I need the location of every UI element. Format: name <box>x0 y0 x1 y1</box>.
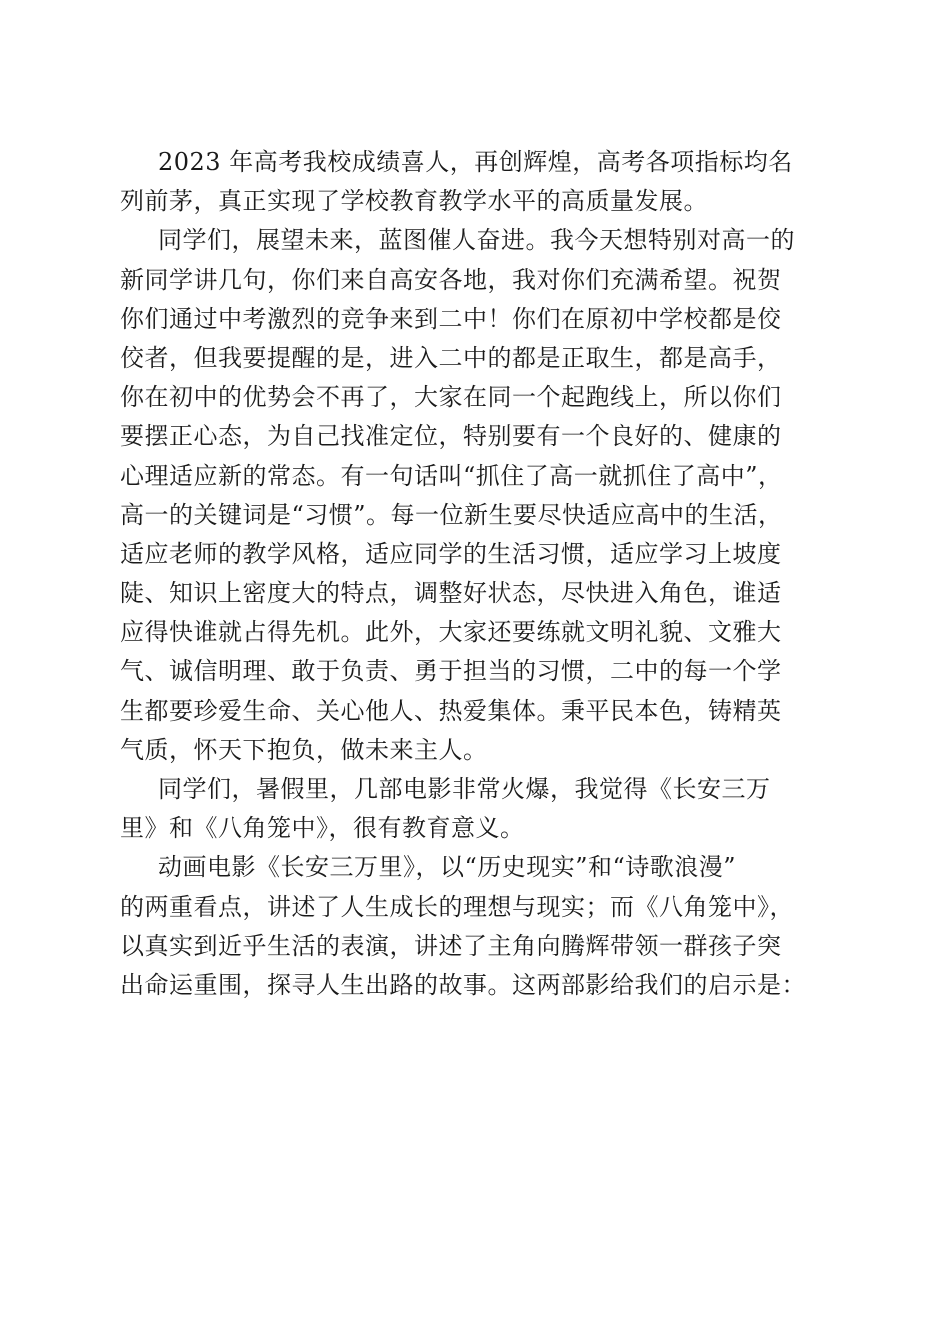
paragraph-freshmen-advice <box>120 221 830 770</box>
paragraph-results <box>120 143 830 221</box>
text-line: 高一的关键词是“习惯”。每一位新生要尽快适应高中的生活， <box>120 500 783 529</box>
text-line: 以真实到近乎生活的表演，讲述了主角向腾辉带领一群孩子突 <box>120 931 782 960</box>
text-line: 动画电影《长安三万里》，以“历史现实”和“诗歌浪漫” <box>158 853 737 882</box>
text-line: 出命运重围，探寻人生出路的故事。这两部影给我们的启示是： <box>120 970 806 999</box>
text-line: 的两重看点，讲述了人生成长的理想与现实；而《八角笼中》， <box>120 892 794 921</box>
text-line: 列前茅，真正实现了学校教育教学水平的高质量发展。 <box>120 187 708 216</box>
text-line: 生都要珍爱生命、关心他人、热爱集体。秉平民本色，铸精英 <box>120 696 782 725</box>
text-line: 你们通过中考激烈的竞争来到二中！你们在原初中学校都是佼 <box>120 304 782 333</box>
text-line: 佼者，但我要提醒的是，进入二中的都是正取生，都是高手， <box>120 343 782 372</box>
text-line: 同学们，暑假里，几部电影非常火爆，我觉得《长安三万 <box>158 775 771 803</box>
text-line: 你在初中的优势会不再了，大家在同一个起跑线上，所以你们 <box>120 383 782 412</box>
text-line: 新同学讲几句，你们来自高安各地，我对你们充满希望。祝贺 <box>120 265 782 294</box>
text-line: 应得快谁就占得先机。此外，大家还要练就文明礼貌、文雅大 <box>120 618 782 647</box>
paragraph-movies-intro <box>120 770 830 848</box>
text-line: 同学们，展望未来，蓝图催人奋进。我今天想特别对高一的 <box>158 226 795 255</box>
text-line: 2023 年高考我校成绩喜人，再创辉煌，高考各项指标均名 <box>158 148 793 176</box>
document-body <box>120 143 830 1005</box>
text-line: 气质，怀天下抱负，做未来主人。 <box>120 735 488 764</box>
paragraph-movies-detail <box>120 848 830 1005</box>
text-line: 心理适应新的常态。有一句话叫“抓住了高一就抓住了高中”， <box>120 461 783 490</box>
text-line: 要摆正心态，为自己找准定位，特别要有一个良好的、健康的 <box>120 422 782 451</box>
text-line: 气、诚信明理、敢于负责、勇于担当的习惯，二中的每一个学 <box>120 657 782 686</box>
text-line: 陡、知识上密度大的特点，调整好状态，尽快进入角色，谁适 <box>120 579 782 608</box>
text-line: 适应老师的教学风格，适应同学的生活习惯，适应学习上坡度 <box>120 539 782 568</box>
text-line: 里》和《八角笼中》，很有教育意义。 <box>120 814 525 843</box>
